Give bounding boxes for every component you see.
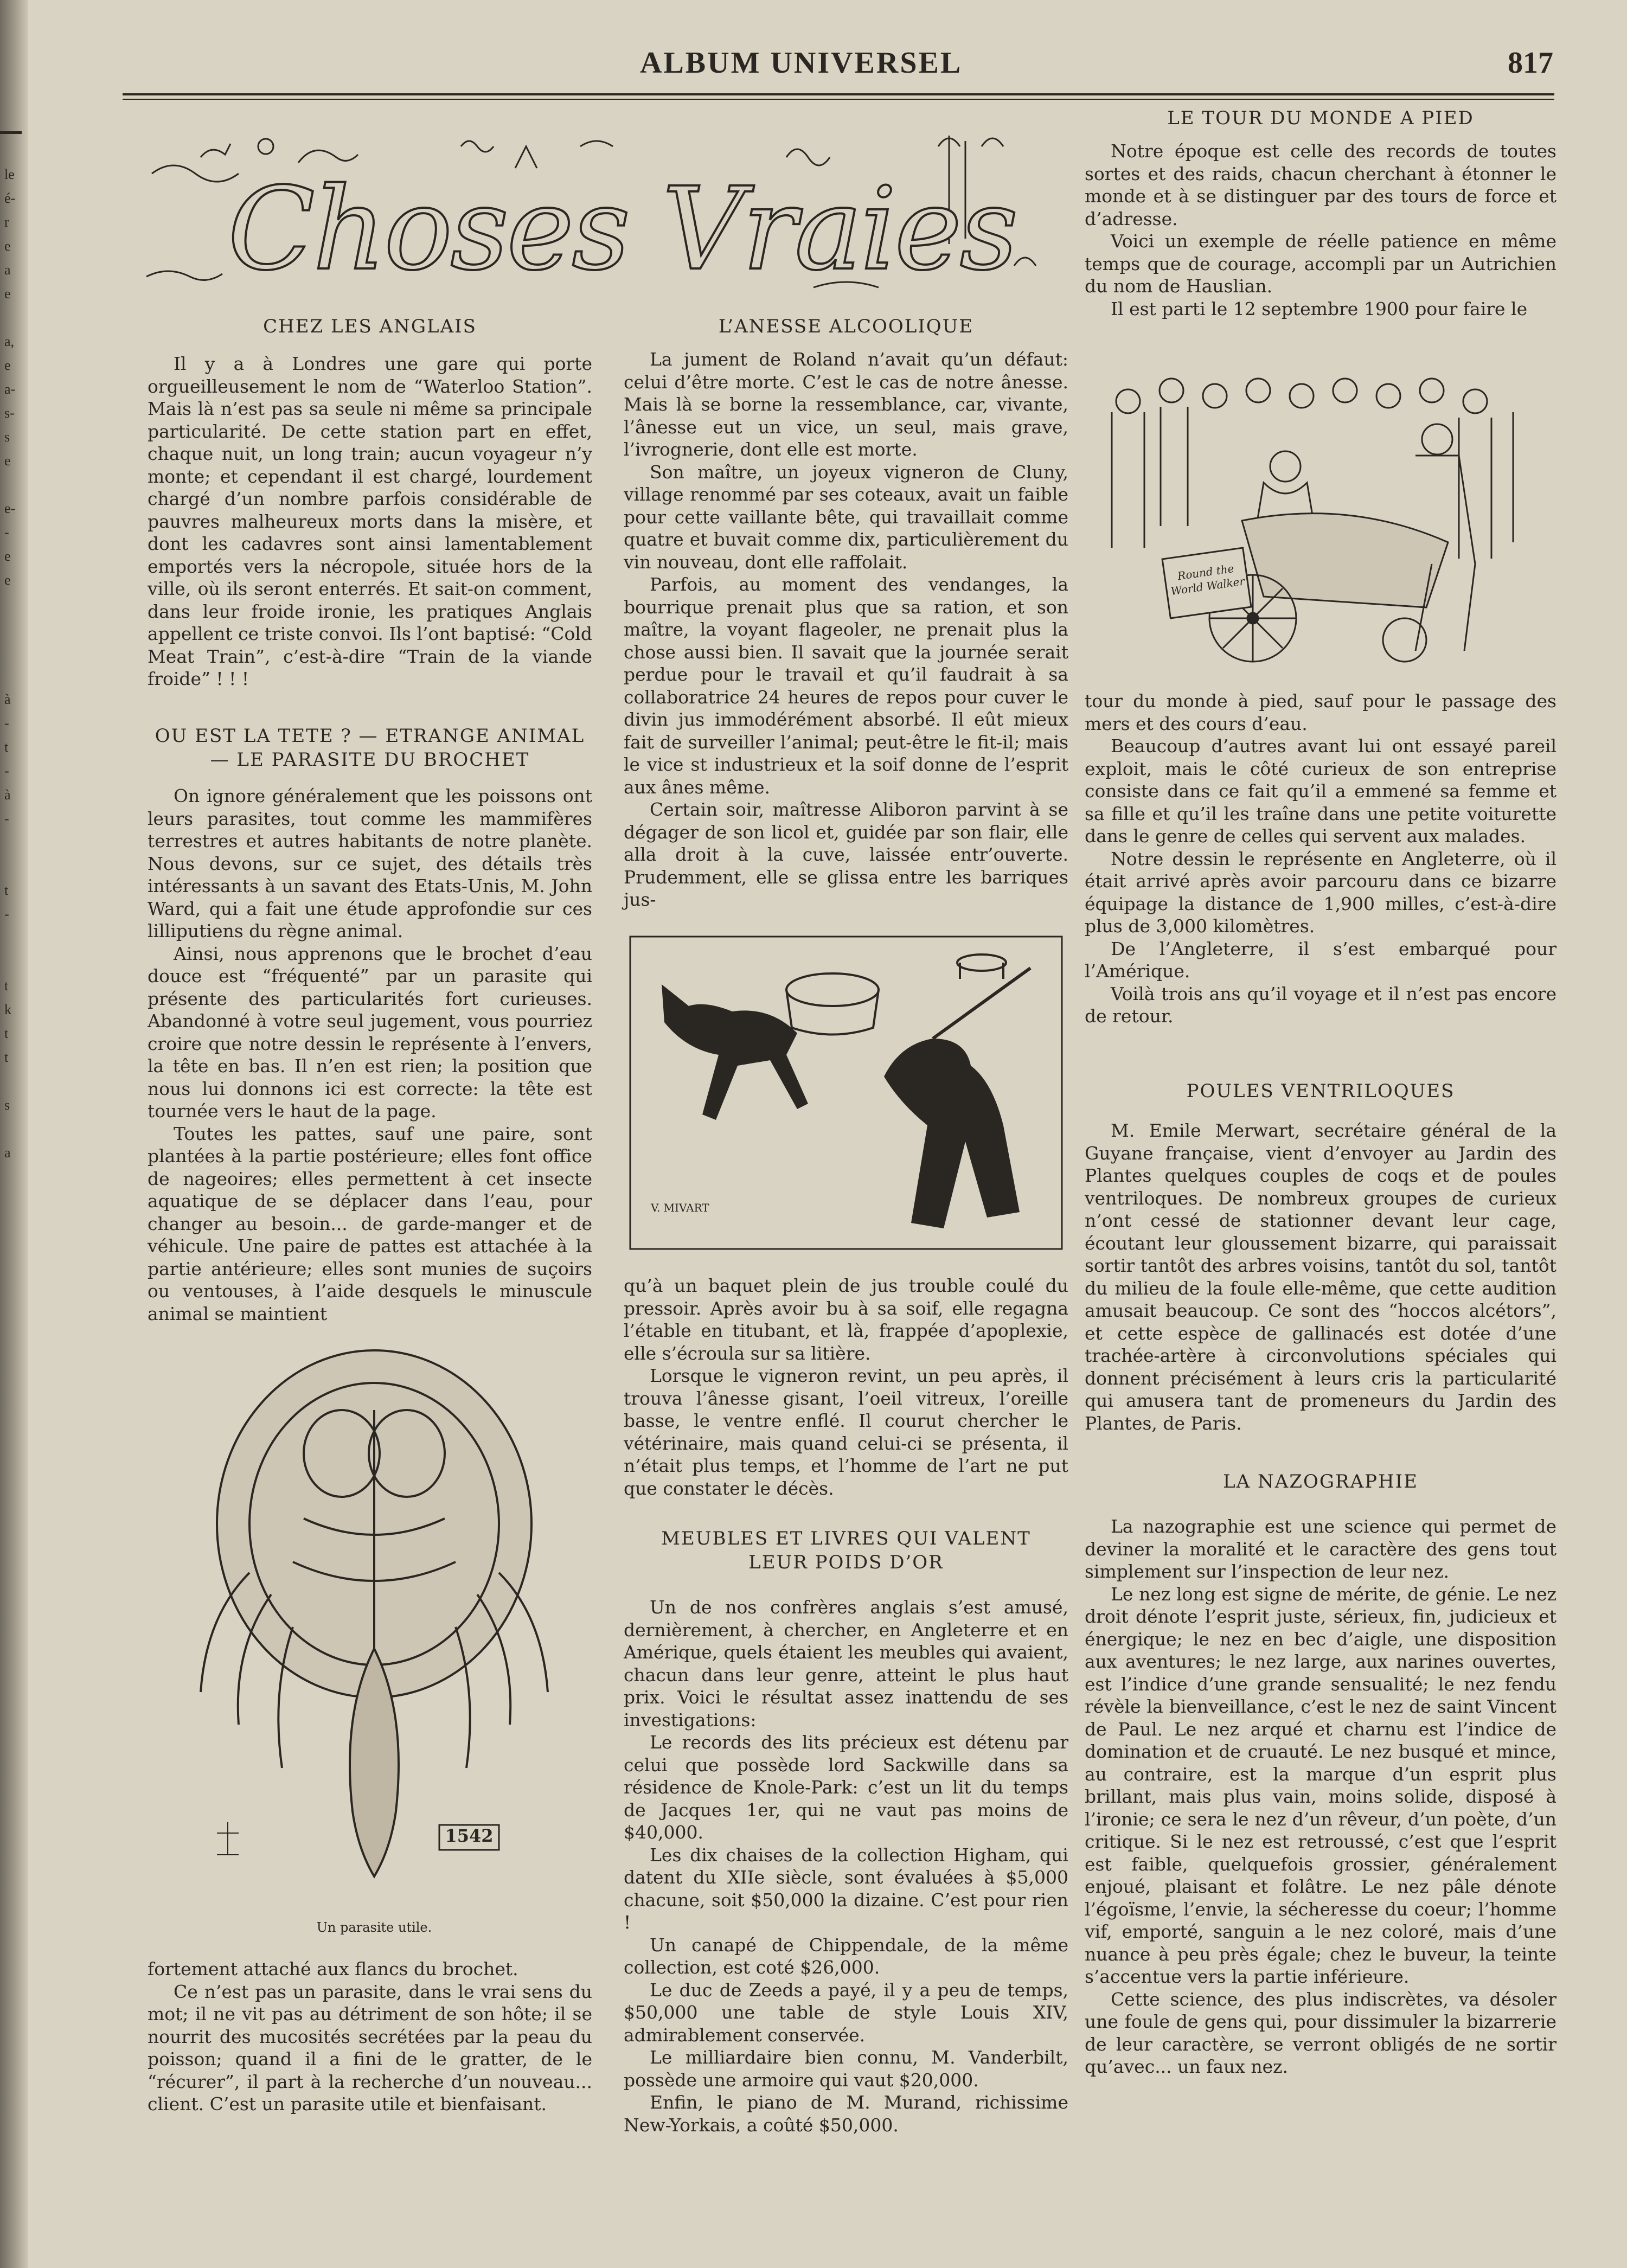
paragraph: Cette science, des plus indiscrètes, va désoler une foule de gens qui, pour dissimuler la bizarrerie de leur caractère, se verront obligés de ne sortir qu’avec... un faux nez. <box>1085 1988 1556 2077</box>
article-anesse-cont <box>624 1274 1068 1500</box>
binding-gutter <box>0 0 28 2268</box>
paragraph: Certain soir, maîtresse Aliboron parvint à se dégager de son licol et, guidée par son flair, elle alla droit à la cuve, laissée entr’ouverte. Prudemment, elle se glissa entre les barriques jus- <box>624 799 1068 910</box>
article-title-line2: — LE PARASITE DU BROCHET <box>210 749 530 771</box>
paragraph: M. Emile Merwart, secrétaire général de la Guyane française, vient d’envoyer au Jardin des Plantes quelques couples de coqs et de poules ventriloques. De nombreux groupes de curieux n’ont cessé de stationner devant leur cage, écoutant leur gloussement bizarre, qui paraissait sortir tantôt des arbres voisins, tantôt du sol, tantôt du milieu de la foule elle-même, que cette audition amusait beaucoup. Ce sont des “hoccos alcétors”, et cette espèce de gallinacés est dotée d’une trachée-artère à circonvolutions spéciales qui donnent précisément à leurs cris la particularité qui amusera tant de promeneurs du Jardin des Plantes, de Paris. <box>1085 1120 1556 1434</box>
article-anesse-alcoolique <box>624 315 1068 911</box>
article-title: CHEZ LES ANGLAIS <box>263 316 477 337</box>
paragraph: Le duc de Zeeds a payé, il y a peu de temps, $50,000 une table de style Louis XIV, admirablement conservée. <box>624 1979 1068 2046</box>
paragraph: tour du monde à pied, sauf pour le passage des mers et des cours d’eau. <box>1085 690 1556 734</box>
gutter-rule <box>0 131 22 134</box>
article-title: L’ANESSE ALCOOLIQUE <box>718 316 974 337</box>
paragraph: Notre époque est celle des records de toutes sortes et des raids, chacun cherchant à étonner le monde et à se distinguer par des tours de force et d’adresse. <box>1085 140 1556 229</box>
section-banner <box>136 125 1058 304</box>
paragraph: Ainsi, nous apprenons que le brochet d’eau douce est “fréquenté” par un parasite qui présente des particularités fort curieuses. Abandonné à votre seul jugement, vous pourriez croire que notre dessin le représente à l’envers, la tête en bas. Il n’en est rien; la position que nous lui donnons ici est correcte: la tête est tournée vers le haut de la page. <box>148 943 592 1122</box>
paragraph: Le milliardaire bien connu, M. Vanderbilt, possède une armoire qui vaut $20,000. <box>624 2047 1068 2091</box>
paragraph: Un canapé de Chippendale, de la même collection, est coté $26,000. <box>624 1934 1068 1978</box>
article-title-line1: MEUBLES ET LIVRES QUI VALENT <box>661 1528 1031 1549</box>
walker-illustration <box>1090 358 1551 683</box>
article-meubles-livres <box>624 1527 1068 2136</box>
paragraph: Voici un exemple de réelle patience en même temps que de courage, accompli par un Autrichien du nom de Hauslian. <box>1085 230 1556 297</box>
article-title-line2: LEUR POIDS D’OR <box>748 1552 944 1573</box>
paragraph: Il est parti le 12 septembre 1900 pour faire le <box>1111 298 1528 319</box>
paragraph: Son maître, un joyeux vigneron de Cluny, village renommé par ses coteaux, avait un faible pour cette vaillante bête, qui travaillait comme quatre et buvait comme dix, particulièrement du vin nouveau, dont elle raffolait. <box>624 461 1068 573</box>
banner-title: Choses Vraies <box>228 163 1016 296</box>
figure-caption: Un parasite utile. <box>316 1920 432 1935</box>
article-chez-les-anglais <box>148 315 592 690</box>
magazine-title: ALBUM UNIVERSEL <box>640 46 963 80</box>
parasite-illustration <box>184 1345 564 1920</box>
page-number: 817 <box>1508 46 1553 80</box>
paragraph: Le nez long est signe de mérite, de génie. Le nez droit dénote l’esprit juste, sérieux, fin, judicieux et énergique; le nez en bec d’aigle, une disposition aux aventures; le nez large, aux narines ouvertes, est l’indice d’une grande sensualité; le nez fendu révèle la bienveillance, c’est le nez de saint Vincent de Paul. Le nez arqué et charnu est l’indice de domination et de cruauté. Le nez busqué et mince, au contraire, est la marque d’un esprit plus brillant, mais plus vain, moins solide, disposé à l’ironie; ce sera le nez d’un rêveur, d’un poète, d’un critique. Si le nez est retroussé, c’est que l’esprit est faible, quelquefois grossier, généralement enjoué, plaisant et folâtre. Le nez pâle dénote l’égoïsme, l’envie, la sécheresse du coeur; l’homme vif, emporté, sanguin a le nez coloré, mais d’une nuance à peu près égale; chez le buveur, la teinte s’accentue vers la partie inférieure. <box>1085 1583 1556 1987</box>
paragraph: Beaucoup d’autres avant lui ont essayé pareil exploit, mais le côté curieux de son entreprise consiste dans ce fait qu’il a emmené sa femme et sa fille et qu’il les traîne dans une petite voiturette dans le genre de celles qui servent aux malades. <box>1085 735 1556 847</box>
donkey-illustration <box>629 936 1063 1250</box>
paragraph: Un de nos confrères anglais s’est amusé, dernièrement, à chercher, en Angleterre et en Amérique, quels étaient les meubles qui avaient, chacun dans leur genre, atteint le plus haut prix. Voici le résultat assez inattendu de ses investigations: <box>624 1597 1068 1731</box>
paragraph: Parfois, au moment des vendanges, la bourrique prenait plus que sa ration, et son maître, la voyant flageoler, ne prenait plus la chose aussi bien. Il savait que la journée serait perdue pour le travail et qu’il faudrait à sa collaboratrice 24 heures de repos pour cuver le divin jus immodérément absorbé. Il eût mieux fait de surveiller l’animal; peut-être le fit-il; mais le vice st industrieux et la soif donne de l’esprit aux ânes même. <box>624 574 1068 798</box>
paragraph: Il y a à Londres une gare qui porte orgueilleusement le nom de “Waterloo Station”. Mais là n’est pas sa seule ni même sa principale particularité. De cette station part en effet, chaque nuit, un long train; aucun voyageur n’y monte; et cependant il est chargé, lourdement chargé d’un nombre parfois considérable de pauvres malheureux morts dans la misère, et dont les cadavres sont ainsi lamentablement emportés vers la nécropole, située hors de la ville, où ils seront enterrés. Et sait-on comment, dans leur froide ironie, les pratiques Anglais appellent ce triste convoi. Ils l’ont baptisé: “Cold Meat Train”, c’est-à-dire “Train de la viande froide” ! ! ! <box>148 353 592 689</box>
parasite-drawing <box>184 1345 564 1920</box>
paragraph: Notre dessin le représente en Angleterre, où il était arrivé après avoir parcouru dans ce bizarre équipage la distance de 1,900 milles, c’est-à-dire plus de 3,000 kilomètres. <box>1085 848 1556 937</box>
header-rule <box>123 93 1554 95</box>
paragraph: On ignore généralement que les poissons ont leurs parasites, tout comme les mammifères terrestres et autres habitants de notre planète. Nous devons, sur ce sujet, des détails très intéressants à un savant des Etats-Unis, M. John Ward, qui a fait une étude approfondie sur ces lilliputiens du règne animal. <box>148 785 592 941</box>
paragraph: fortement attaché aux flancs du brochet. <box>148 1958 518 1979</box>
paragraph: Enfin, le piano de M. Murand, richissime New-Yorkais, a coûté $50,000. <box>624 2092 1068 2136</box>
paragraph: Les dix chaises de la collection Higham, qui datent du XIIe siècle, sont évaluées à $5,000 chacune, soit $50,000 la dizaine. C’est pour rien ! <box>624 1844 1068 1933</box>
header-rule-thin <box>123 99 1554 100</box>
walker-sign: Round the World Walker <box>1170 561 1246 598</box>
paragraph: La nazographie est une science qui permet de deviner la moralité et le caractère des gens tout simplement sur l’inspection de leur nez. <box>1085 1516 1556 1582</box>
paragraph: De l’Angleterre, il s’est embarqué pour l’Amérique. <box>1085 938 1556 982</box>
article-nazographie <box>1085 1470 1556 2078</box>
article-parasite-brochet <box>148 724 592 1325</box>
paragraph: Toutes les pattes, sauf une paire, sont plantées à la partie postérieure; elles font office de nageoires; elles permettent à cet insecte aquatique de se déplacer dans l’eau, pour changer au besoin... de garde-manger et de véhicule. Une paire de pattes est attachée à la partie antérieure; elles sont munies de suçoirs ou ventouses, à l’aide desquels le minuscule animal se maintient <box>148 1123 592 1324</box>
article-tour-cont <box>1085 690 1556 1028</box>
figure-signature: V. MIVART <box>651 1201 709 1214</box>
figure-number: 1542 <box>445 1825 494 1846</box>
gutter-letters: le é- r e a e a, e a- s- s e e- - e e à - t - à - t - t k t t s a <box>4 166 16 1161</box>
paragraph: Ce n’est pas un parasite, dans le vrai sens du mot; il ne vit pas au détriment de son hôte; il se nourrit des mucosités secrétées par la peau du poisson; quand il a fini de le gratter, de le “récurer”, il part à la recherche d’un nouveau... client. C’est un parasite utile et bienfaisant. <box>148 1981 592 2115</box>
article-parasite-brochet-cont <box>148 1958 592 2116</box>
article-poules-ventriloques <box>1085 1079 1556 1434</box>
paragraph: Le records des lits précieux est détenu par celui que possède lord Sackwille dans sa résidence de Knole-Park: c’est un lit du temps de Jacques 1er, qui ne vaut pas moins de $40,000. <box>624 1732 1068 1843</box>
article-tour-du-monde <box>1085 106 1556 320</box>
walker-drawing <box>1090 358 1551 683</box>
article-title: LA NAZOGRAPHIE <box>1223 1471 1418 1492</box>
paragraph: Lorsque le vigneron revint, un peu après, il trouva l’ânesse gisant, l’oeil vitreux, l’oreille basse, le ventre enflé. Il courut chercher le vétérinaire, mais quand celui-ci se présenta, il n’était plus temps, et l’homme de l’art ne put que constater le décès. <box>624 1365 1068 1499</box>
paragraph: Voilà trois ans qu’il voyage et il n’est pas encore de retour. <box>1085 983 1556 1027</box>
paragraph: qu’à un baquet plein de jus trouble coulé du pressoir. Après avoir bu à sa soif, elle regagna l’étable en titubant, et là, frappée d’apoplexie, elle s’écroula sur sa litière. <box>624 1275 1068 1364</box>
article-title: LE TOUR DU MONDE A PIED <box>1167 107 1474 129</box>
article-title: POULES VENTRILOQUES <box>1186 1080 1455 1102</box>
paragraph: La jument de Roland n’avait qu’un défaut: celui d’être morte. C’est le cas de notre ânesse. Mais là se borne la ressemblance, car, vivante, l’ânesse eut un vice, un seul, mais grave, l’ivrognerie, dont elle est morte. <box>624 349 1068 460</box>
article-title-line1: OU EST LA TETE ? — ETRANGE ANIMAL <box>155 725 585 747</box>
